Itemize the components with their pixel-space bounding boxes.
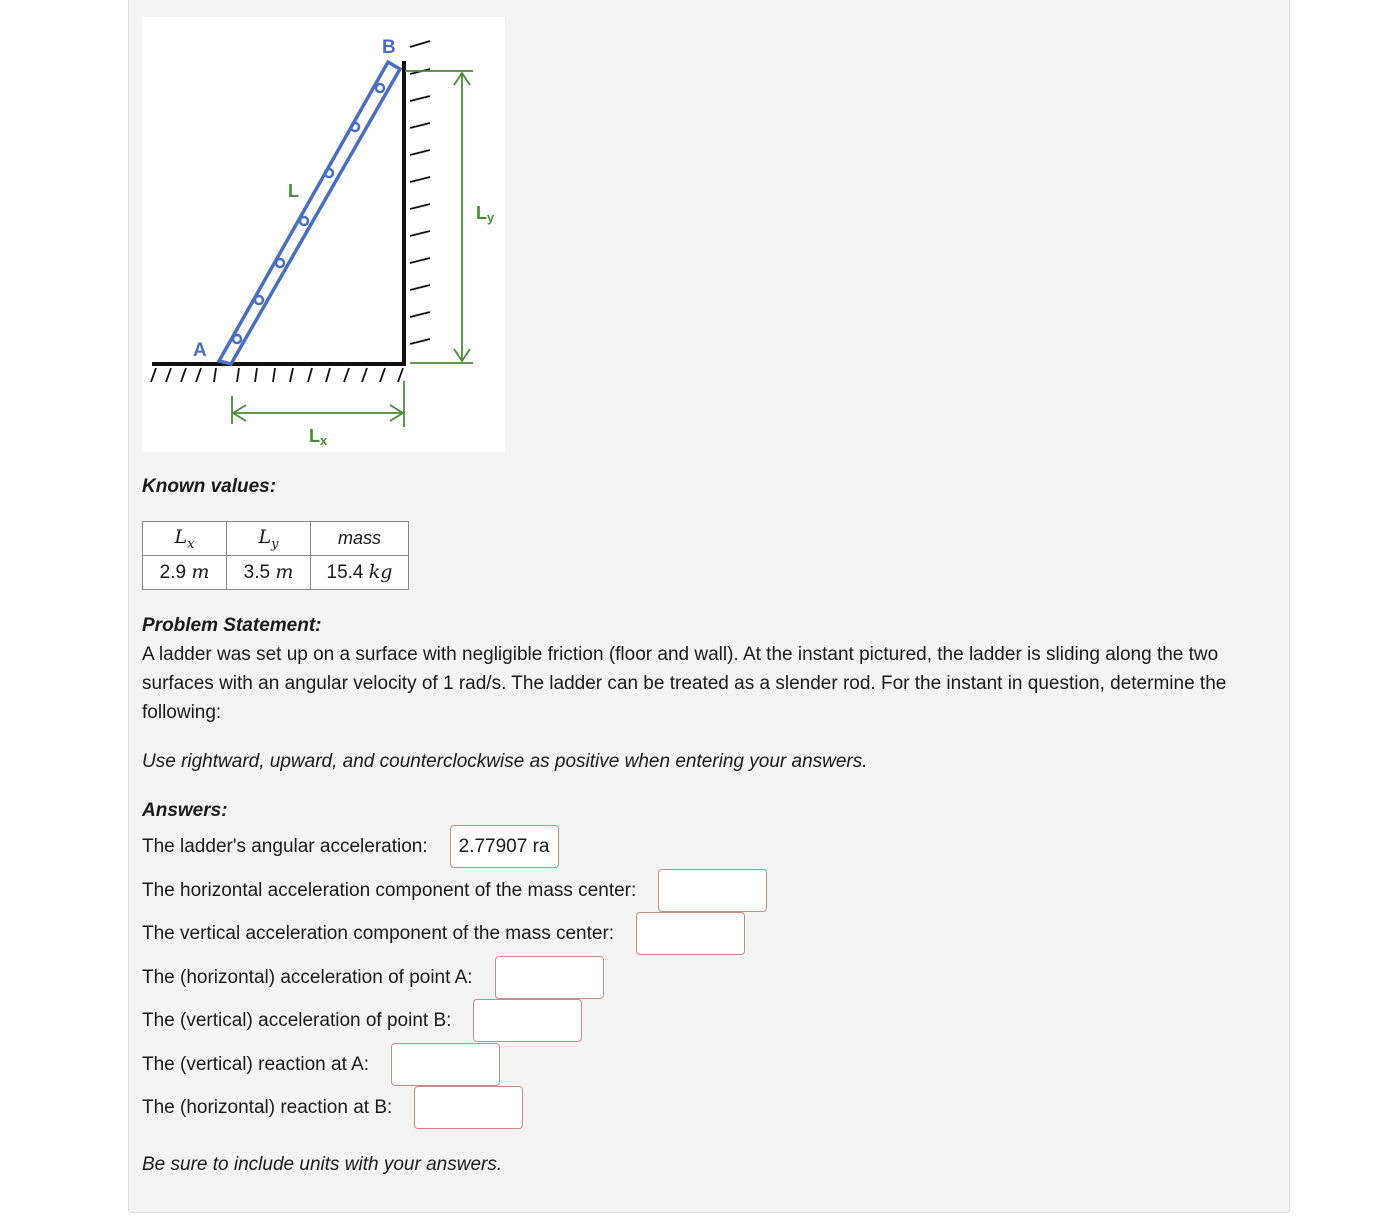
angular-acceleration-input[interactable] [450, 825, 559, 868]
answer-row-accel-point-b [142, 999, 582, 1042]
table-header-row [143, 522, 409, 556]
vertical-accel-mass-center-input[interactable] [636, 912, 745, 955]
answer-label: The (horizontal) acceleration of point A: [142, 966, 473, 988]
lx-label: Lx [309, 426, 328, 448]
lx-header: $L_x$ [143, 522, 227, 556]
answer-label: The ladder's angular acceleration: [142, 835, 428, 857]
wall-hatching [410, 41, 430, 344]
answer-row-vertical-accel-mass-center [142, 912, 745, 955]
answer-row-horizontal-accel-mass-center [142, 869, 767, 912]
ladder-rungs [233, 84, 384, 343]
answer-label: The vertical acceleration component of the mass center: [142, 922, 615, 944]
mass-value: 15.4 kg [311, 556, 409, 590]
answer-row-accel-point-a [142, 956, 604, 999]
floor-hatching [151, 368, 403, 382]
ladder-diagram-svg [142, 17, 505, 452]
ladder-length-label: L [288, 181, 299, 201]
answer-row-angular-acceleration [142, 825, 559, 868]
ladder-diagram [142, 17, 505, 452]
answer-row-reaction-a [142, 1043, 500, 1086]
answers-heading: Answers: [142, 800, 228, 821]
answer-label: The horizontal acceleration component of the mass center: [142, 879, 637, 901]
problem-statement-text: A ladder was set up on a surface with negligible friction (floor and wall). At the instant pictured, the ladder is sliding along the two surfaces with an angular velocity of 1 rad/s. The ladder can be treated as a slender rod. For the instant in question, determine the following: [142, 644, 1227, 723]
lx-value: 2.9 m [143, 556, 227, 590]
accel-point-a-input[interactable] [495, 956, 604, 999]
reaction-a-input[interactable] [391, 1043, 500, 1086]
ly-value: 3.5 m [227, 556, 311, 590]
ly-header: $L_y$ [227, 522, 311, 556]
known-values-heading: Known values: [142, 476, 277, 497]
table-row [143, 556, 409, 590]
point-b-label: B [382, 37, 396, 58]
reaction-b-input[interactable] [414, 1086, 523, 1129]
answer-label: The (vertical) reaction at A: [142, 1053, 370, 1075]
answer-label: The (horizontal) reaction at B: [142, 1096, 393, 1118]
ly-label: Ly [476, 203, 495, 225]
ladder [219, 62, 400, 364]
sign-convention-note: Use rightward, upward, and counterclockwise as positive when entering your answers. [142, 751, 868, 772]
problem-statement-heading: Problem Statement: [142, 615, 322, 636]
units-note: Be sure to include units with your answers. [142, 1154, 503, 1175]
lx-dimension [232, 381, 404, 427]
accel-point-b-input[interactable] [473, 999, 582, 1042]
known-values-table [142, 521, 409, 590]
answer-label: The (vertical) acceleration of point B: [142, 1009, 452, 1031]
point-a-label: A [193, 340, 207, 361]
answer-row-reaction-b [142, 1086, 523, 1129]
mass-header: mass [311, 522, 409, 556]
ly-dimension [405, 71, 473, 363]
horizontal-accel-mass-center-input[interactable] [658, 869, 767, 912]
